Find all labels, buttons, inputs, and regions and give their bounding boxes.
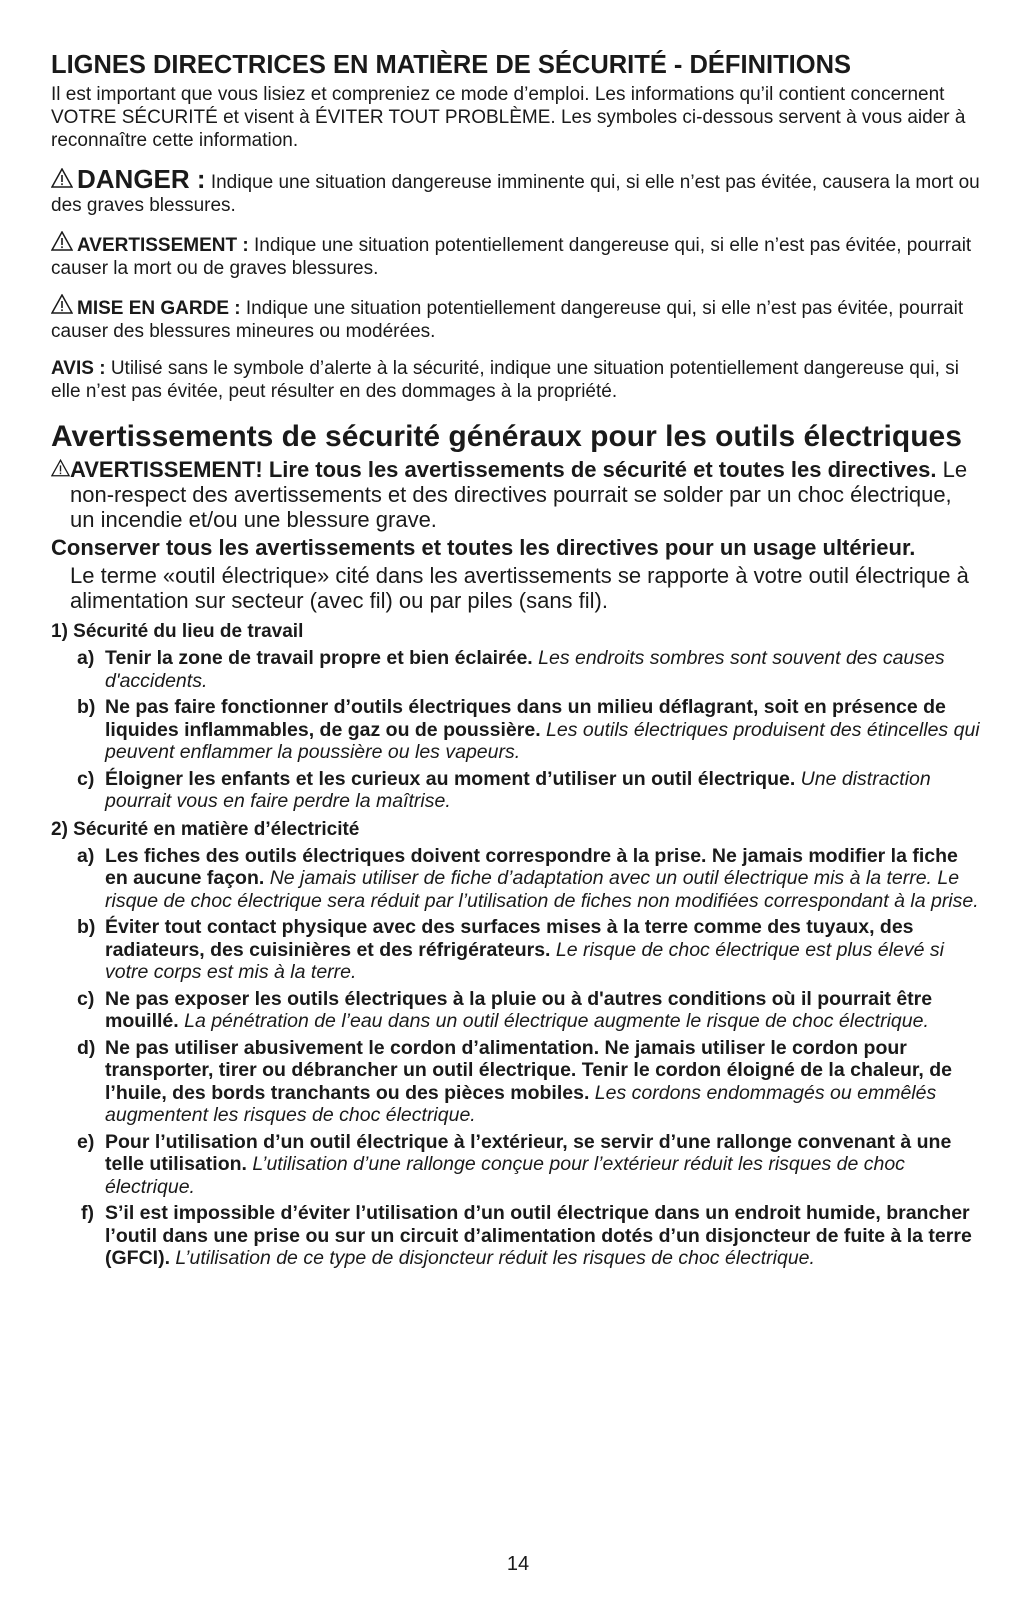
definition-text: Indique une situation potentiellement dangereuse qui, si elle n’est pas évitée, pourrait causer la mort ou de graves blessures. — [51, 235, 972, 279]
definition-term: AVIS : — [51, 358, 106, 379]
item-marker: d) — [77, 1036, 96, 1059]
list-item — [51, 1037, 981, 1127]
definitions-heading: LIGNES DIRECTRICES EN MATIÈRE DE SÉCURITÉ - DÉFINITIONS — [51, 51, 852, 79]
manual-page — [51, 50, 981, 1274]
page-number: 14 — [506, 1553, 530, 1575]
list-item — [51, 647, 981, 692]
list-item — [51, 1131, 981, 1199]
item-bold-text: Ne pas faire fonctionner d’outils électriques dans un milieu déflagrant, soit en présence de liquides inflammables, de gaz ou de poussière. — [105, 696, 946, 741]
warning-bold-text: AVERTISSEMENT! Lire tous les avertissements de sécurité et toutes les directives. — [70, 457, 937, 482]
item-bold-text: Pour l’utilisation d’un outil électrique à l’extérieur, se servir d’une rallonge convenant à une telle utilisation. — [105, 1130, 952, 1175]
item-marker: a) — [77, 647, 95, 669]
definition-term: DANGER : — [77, 164, 206, 194]
power-tool-term-definition: Le terme «outil électrique» cité dans les avertissements se rapporte à votre outil électrique à alimentation sur secteur (avec fil) ou par piles (sans fil). — [70, 563, 969, 613]
definition-avis — [51, 357, 981, 403]
item-bold-text: Les fiches des outils électriques doivent correspondre à la prise. Ne jamais modifier la fiche en aucune façon. — [105, 844, 958, 889]
item-italic-text: La pénétration de l’eau dans un outil électrique augmente le risque de choc électrique. — [178, 1010, 929, 1032]
list-item — [51, 768, 981, 813]
section-title-work-area: 1) Sécurité du lieu de travail — [51, 621, 304, 642]
item-marker: b) — [77, 916, 96, 938]
general-warnings-heading: Avertissements de sécurité généraux pour les outils électriques — [51, 420, 962, 453]
item-marker: e) — [77, 1130, 95, 1153]
item-italic-text: Une distraction pourrait vous en faire perdre la maîtrise. — [105, 767, 931, 812]
item-italic-text: Les endroits sombres sont souvent des causes d'accidents. — [105, 647, 945, 692]
definition-danger — [51, 164, 981, 217]
item-bold-text: Éviter tout contact physique avec des surfaces mises à la terre comme des tuyaux, des radiateurs, des cuisinières et des réfrigérateurs. — [105, 916, 914, 961]
item-bold-text: S’il est impossible d’éviter l’utilisation d’un outil électrique dans un endroit humide, brancher l’outil dans une prise ou sur un circuit d’alimentation dotés d’un disjoncteur de fuite à la terre (GFCI). — [105, 1202, 972, 1269]
item-italic-text: Les outils électriques produisent des étincelles qui peuvent enflammer la poussière ou les vapeurs. — [105, 718, 980, 763]
definition-text: Indique une situation potentiellement dangereuse qui, si elle n’est pas évitée, pourrait causer des blessures mineures ou modérées. — [51, 298, 964, 342]
definition-mise-en-garde — [51, 294, 981, 343]
intro-paragraph: Il est important que vous lisiez et compreniez ce mode d’emploi. Les informations qu’il contient concernent VOTRE SÉCURITÉ et visent à ÉVITER TOUT PROBLÈME. Les symboles ci-dessous servent à vous aider à reconnaître cette information. — [51, 84, 966, 151]
keep-instructions: Conserver tous les avertissements et toutes les directives pour un usage ultérieur. — [51, 535, 916, 560]
item-italic-text: L’utilisation de ce type de disjoncteur réduit les risques de choc électrique. — [169, 1247, 815, 1269]
item-italic-text: L’utilisation d’une rallonge conçue pour l’extérieur réduit les risques de choc électrique. — [105, 1153, 905, 1198]
item-bold-text: Ne pas utiliser abusivement le cordon d’alimentation. Ne jamais utiliser le cordon pour transporter, tirer ou débrancher un outil électrique. Tenir le cordon éloigné de la chaleur, de l’huile, des bords tranchants ou des pièces mobiles. — [105, 1036, 952, 1104]
item-italic-text: Les cordons endommagés ou emmêlés augmentent les risques de choc électrique. — [105, 1081, 937, 1126]
general-warning — [51, 457, 981, 532]
warning-triangle-icon — [51, 231, 73, 251]
definition-term: MISE EN GARDE : — [77, 298, 241, 319]
item-bold-text: Éloigner les enfants et les curieux au moment d’utiliser un outil électrique. — [105, 767, 796, 790]
item-marker: f) — [81, 1202, 94, 1224]
warning-triangle-icon — [51, 459, 70, 477]
definition-text: Utilisé sans le symbole d’alerte à la sécurité, indique une situation potentiellement dangereuse qui, si elle n’est pas évitée, peut résulter en des dommages à la propriété. — [51, 358, 959, 402]
item-bold-text: Ne pas exposer les outils électriques à la pluie ou à d'autres conditions où il pourrait être mouillé. — [105, 987, 933, 1032]
item-italic-text: Ne jamais utiliser de fiche d’adaptation avec un outil électrique mis à la terre. Le risque de choc électrique sera réduit par l’utilisation de fiches non modifiées correspondant à la prise. — [105, 867, 979, 912]
definition-term: AVERTISSEMENT : — [77, 235, 249, 256]
list-item — [51, 1202, 981, 1270]
item-bold-text: Tenir la zone de travail propre et bien éclairée. — [105, 647, 533, 669]
item-marker: a) — [77, 844, 95, 867]
item-italic-text: Le risque de choc électrique est plus élevé si votre corps est mis à la terre. — [105, 938, 944, 983]
list-item — [51, 696, 981, 764]
list-item — [51, 916, 981, 984]
warning-text: Le non-respect des avertissements et des directives pourrait se solder par un choc électrique, un incendie et/ou une blessure grave. — [70, 457, 968, 532]
item-marker: c) — [77, 767, 95, 790]
list-item — [51, 988, 981, 1033]
item-marker: c) — [77, 987, 95, 1010]
section-title-electrical: 2) Sécurité en matière d’électricité — [51, 818, 360, 840]
warning-triangle-icon — [51, 168, 73, 188]
list-item — [51, 845, 981, 913]
item-marker: b) — [77, 696, 96, 718]
warning-triangle-icon — [51, 294, 73, 314]
definition-avertissement — [51, 231, 981, 280]
definition-text: Indique une situation dangereuse imminente qui, si elle n’est pas évitée, causera la mort ou des graves blessures. — [51, 172, 980, 216]
